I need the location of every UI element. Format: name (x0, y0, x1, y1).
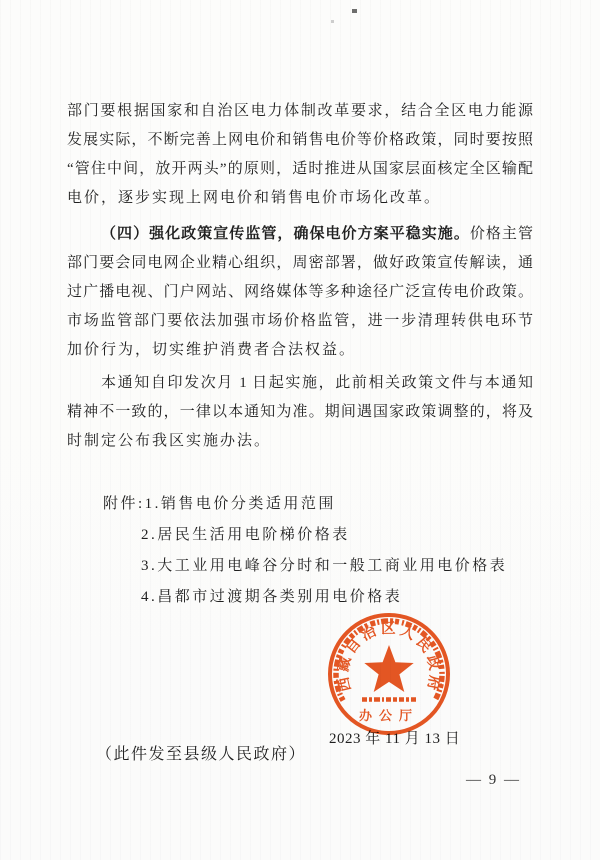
attachment-item: 4.昌都市过渡期各类别用电价格表 (141, 589, 403, 605)
body-line (67, 220, 533, 249)
attachment-item: 2.居民生活用电阶梯价格表 (141, 527, 350, 543)
attachment-item: 3.大工业用电峰谷分时和一般工商业用电价格表 (141, 558, 508, 574)
seal-office-text: 办公厅 (358, 708, 420, 723)
body-line: 本通知自印发次月 1 日起实施，此前相关政策文件与本通知 (101, 375, 533, 391)
body-line: 时制定公布我区实施办法。 (67, 433, 272, 449)
attachment-title: 1.销售电价分类适用范围 (144, 496, 336, 512)
body-paragraph-1 (67, 97, 533, 213)
body-line: 发展实际，不断完善上网电价和销售电价等价格政策，同时要按照 (67, 132, 533, 148)
body-line: 部门要根据国家和自治区电力体制改革要求，结合全区电力能源 (67, 103, 533, 119)
body-line: 加价行为，切实维护消费者合法权益。 (67, 342, 357, 358)
issue-date: 2023 年 11 月 13 日 (329, 731, 461, 747)
official-seal (314, 599, 464, 749)
body-text: 价格主管 (469, 226, 533, 242)
body-paragraph-3 (67, 369, 533, 456)
distribution-note: （此件发至县级人民政府） (96, 746, 307, 763)
body-line: 市场监管部门要依法加强市场价格监管，进一步清理转供电环节 (67, 313, 533, 329)
star-icon (364, 645, 413, 692)
body-line: 精神不一致的，一律以本通知为准。期间遇国家政策调整的，将及 (67, 404, 533, 420)
attachment-item (67, 489, 547, 520)
body-paragraph-2 (67, 220, 533, 365)
section-heading-bold: （四）强化政策宣传监管，确保电价方案平稳实施。 (101, 226, 470, 242)
attachments-label: 附件: (103, 496, 145, 512)
scan-speck (331, 20, 334, 23)
body-line: 过广播电视、门户网站、网络媒体等多种途径广泛宣传电价政策。 (67, 284, 533, 300)
scan-speck (352, 9, 357, 13)
body-line: 电价，逐步实现上网电价和销售电价市场化改革。 (67, 190, 442, 206)
seal-org-text: 西藏自治区人民政府 (335, 621, 443, 694)
page-number: — 9 — (466, 772, 521, 788)
body-line: “管住中间，放开两头”的原则，适时推进从国家层面核定全区输配 (67, 161, 533, 177)
body-line: 部门要会同电网企业精心组织，周密部署，做好政策宣传解读，通 (67, 255, 533, 271)
attachments-list (67, 489, 547, 613)
